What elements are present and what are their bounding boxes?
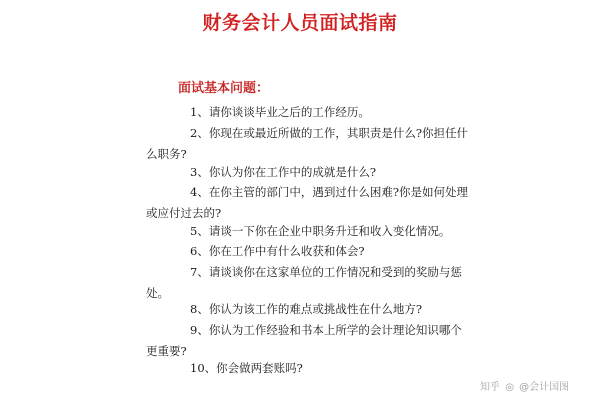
question-6: 6、你在工作中有什么收获和体会? (190, 244, 365, 258)
watermark-logo-icon: ◎ (505, 382, 514, 393)
question-2: 2、你现在或最近所做的工作，其职责是什么?你担任什 么职务? (146, 126, 468, 161)
watermark-site: 知乎 (480, 382, 500, 393)
question-1: 1、请你谈谈毕业之后的工作经历。 (190, 105, 370, 119)
question-4: 4、在你主管的部门中，遇到过什么困难?你是如何处理 或应付过去的? (146, 185, 468, 220)
question-5: 5、请谈一下你在企业中职务升迁和收入变化情况。 (190, 224, 451, 238)
document-title: 财务会计人员面试指南 (202, 12, 398, 34)
watermark-author: @会计国图 (519, 382, 570, 393)
section-title: 面试基本问题： (178, 81, 270, 96)
watermark (480, 378, 569, 393)
question-7: 7、请谈谈你在这家单位的工作情况和受到的奖励与惩 处。 (146, 265, 462, 300)
question-8: 8、你认为该工作的难点或挑战性在什么地方? (190, 302, 422, 316)
question-3: 3、你认为你在工作中的成就是什么? (190, 165, 376, 179)
question-9: 9、你认为工作经验和书本上所学的会计理论知识哪个 更重要? (146, 323, 462, 358)
question-10: 10、你会做两套账吗? (190, 361, 303, 375)
